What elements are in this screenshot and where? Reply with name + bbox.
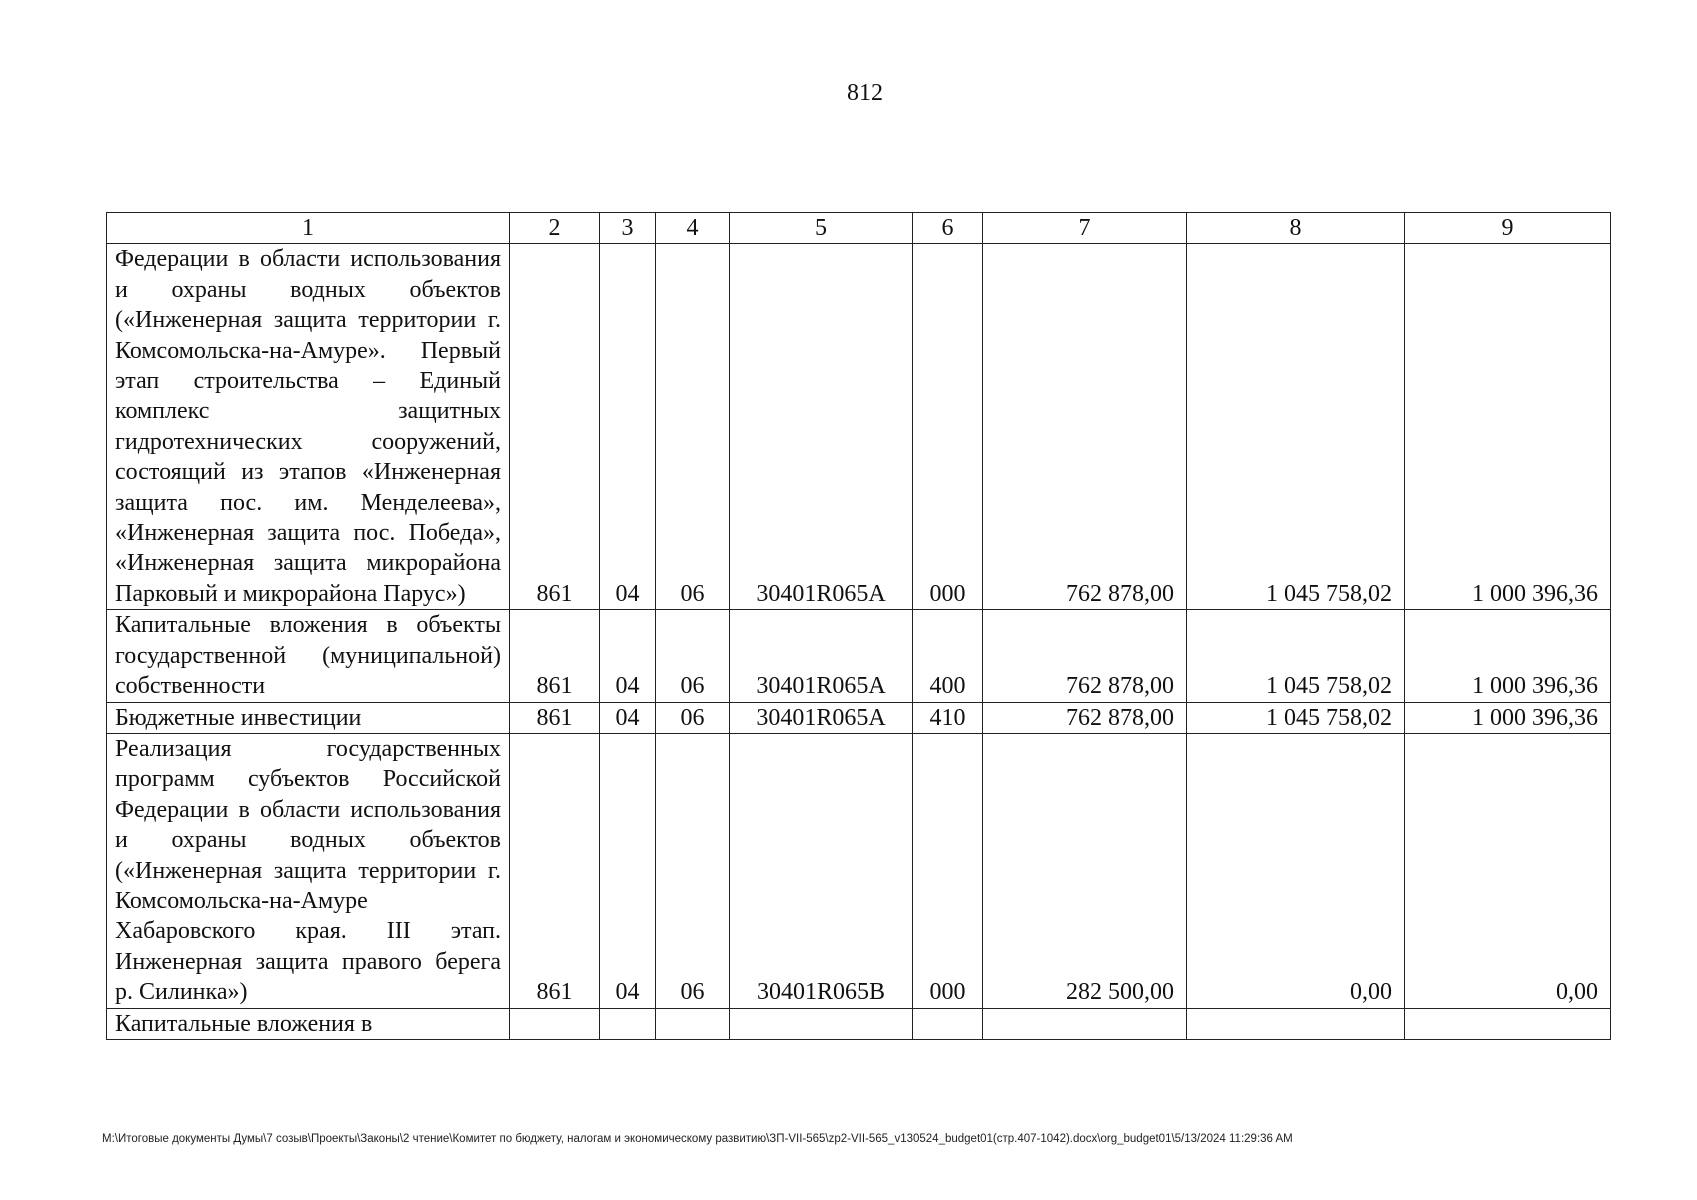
column-header: 5 (730, 213, 913, 244)
row-description: Реализация государственных программ субъектов Российской Федерации в области использования и охраны водных объектов («Инженерная защита территории г. Комсомольска-на-Амуре Хабаровского края. III этап. Инженерная защита правого берега р. Силинка») (107, 733, 510, 1008)
page-number: 812 (847, 80, 883, 106)
cell-col8: 0,00 (1187, 733, 1405, 1008)
cell-col4: 06 (656, 610, 730, 702)
cell-col4 (656, 1008, 730, 1039)
cell-col3: 04 (600, 244, 656, 610)
column-header: 6 (913, 213, 983, 244)
cell-col5: 30401R065A (730, 702, 913, 733)
cell-col4: 06 (656, 244, 730, 610)
cell-col2: 861 (510, 610, 600, 702)
cell-col8 (1187, 1008, 1405, 1039)
cell-col4: 06 (656, 702, 730, 733)
row-description: Капитальные вложения в (107, 1008, 510, 1039)
column-header: 7 (983, 213, 1187, 244)
cell-col6: 000 (913, 733, 983, 1008)
cell-col7: 762 878,00 (983, 610, 1187, 702)
cell-col3: 04 (600, 702, 656, 733)
cell-col9: 0,00 (1405, 733, 1611, 1008)
cell-col5 (730, 1008, 913, 1039)
cell-col2: 861 (510, 244, 600, 610)
column-header: 3 (600, 213, 656, 244)
cell-col8: 1 045 758,02 (1187, 244, 1405, 610)
cell-col3: 04 (600, 733, 656, 1008)
cell-col8: 1 045 758,02 (1187, 702, 1405, 733)
cell-col3: 04 (600, 610, 656, 702)
table-row (107, 702, 1611, 733)
cell-col2 (510, 1008, 600, 1039)
table-row (107, 610, 1611, 702)
cell-col5: 30401R065A (730, 244, 913, 610)
cell-col9: 1 000 396,36 (1405, 702, 1611, 733)
cell-col6: 000 (913, 244, 983, 610)
table-header-row (107, 213, 1611, 244)
cell-col7: 282 500,00 (983, 733, 1187, 1008)
footer-file-path: M:\Итоговые документы Думы\7 созыв\Проекты\Законы\2 чтение\Комитет по бюджету, налогам и экономическому развитию\ЗП-VII-565\zp2-VII-565_v130524_budget01(стр.407-1042).docx\org_budget01\5/13/2024 11:29:36 AM (102, 1133, 1293, 1145)
cell-col7 (983, 1008, 1187, 1039)
cell-col6: 410 (913, 702, 983, 733)
cell-col7: 762 878,00 (983, 244, 1187, 610)
column-header: 2 (510, 213, 600, 244)
column-header: 4 (656, 213, 730, 244)
row-description: Федерации в области использования и охраны водных объектов («Инженерная защита территории г. Комсомольска-на-Амуре». Первый этап строительства – Единый комплекс защитных гидротехнических сооружений, состоящий из этапов «Инженерная защита пос. им. Менделеева», «Инженерная защита пос. Победа», «Инженерная защита микрорайона Парковый и микрорайона Парус») (107, 244, 510, 610)
cell-col3 (600, 1008, 656, 1039)
cell-col7: 762 878,00 (983, 702, 1187, 733)
budget-table (106, 212, 1611, 1040)
cell-col5: 30401R065A (730, 610, 913, 702)
cell-col8: 1 045 758,02 (1187, 610, 1405, 702)
cell-col9 (1405, 1008, 1611, 1039)
column-header: 8 (1187, 213, 1405, 244)
cell-col6 (913, 1008, 983, 1039)
column-header: 9 (1405, 213, 1611, 244)
column-header: 1 (107, 213, 510, 244)
table-row (107, 733, 1611, 1008)
row-description: Капитальные вложения в объекты государственной (муниципальной) собственности (107, 610, 510, 702)
table-row (107, 244, 1611, 610)
cell-col9: 1 000 396,36 (1405, 244, 1611, 610)
cell-col2: 861 (510, 702, 600, 733)
cell-col6: 400 (913, 610, 983, 702)
cell-col4: 06 (656, 733, 730, 1008)
cell-col2: 861 (510, 733, 600, 1008)
cell-col9: 1 000 396,36 (1405, 610, 1611, 702)
cell-col5: 30401R065B (730, 733, 913, 1008)
row-description: Бюджетные инвестиции (107, 702, 510, 733)
table-row (107, 1008, 1611, 1039)
